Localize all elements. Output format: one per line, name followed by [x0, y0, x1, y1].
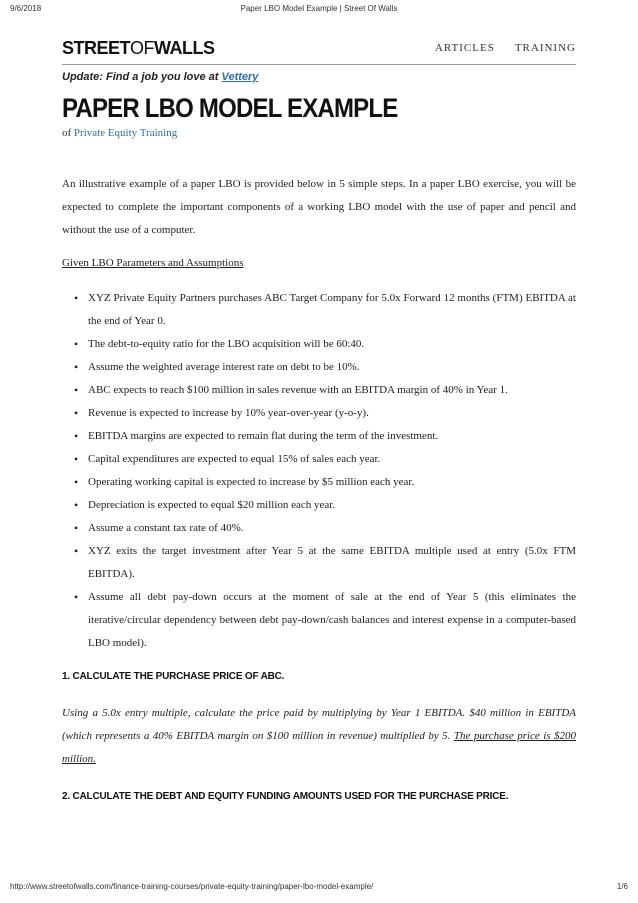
- list-item: • Assume all debt pay-down occurs at the moment of sale at the end of Year 5 (this eliminates the iterative/circular dependency between debt pay-down/cash balances and interest expense in a computer-based LBO model).: [86, 586, 576, 655]
- byline: [62, 127, 177, 139]
- step1-heading: 1. CALCULATE THE PURCHASE PRICE OF ABC.: [62, 671, 285, 682]
- byline-prefix: of: [62, 127, 72, 139]
- intro-paragraph: An illustrative example of a paper LBO is provided below in 5 simple steps. In a paper LBO exercise, you will be expected to complete the important components of a working LBO model with the use of paper and pencil and without the use of a computer.: [62, 178, 576, 236]
- print-title: Paper LBO Model Example | Street Of Walls: [240, 4, 398, 13]
- main-nav: [435, 42, 576, 54]
- nav-training[interactable]: TRAINING: [514, 42, 576, 54]
- site-header: [62, 36, 576, 65]
- list-item: • EBITDA margins are expected to remain flat during the term of the investment.: [86, 425, 576, 448]
- category-link[interactable]: Private Equity Training: [73, 127, 178, 139]
- list-item: • Operating working capital is expected to increase by $5 million each year.: [86, 471, 576, 494]
- list-item: • Assume the weighted average interest rate on debt to be 10%.: [86, 356, 576, 379]
- vettery-link[interactable]: Vettery: [221, 71, 259, 83]
- update-text: Update: Find a job you love at: [62, 71, 219, 83]
- step1-conclusion: The purchase price is $200 million.: [62, 730, 577, 765]
- list-item: • XYZ exits the target investment after Year 5 at the same EBITDA multiple used at entry (5.0x FTM EBITDA).: [86, 540, 576, 586]
- print-url: http://www.streetofwalls.com/finance-training-courses/private-equity-training/paper-lbo-model-example/: [10, 882, 374, 891]
- print-header: [10, 4, 628, 13]
- site-logo[interactable]: STREETOFWALLS: [62, 38, 215, 58]
- list-item: • ABC expects to reach $100 million in sales revenue with an EBITDA margin of 40% in Year 1.: [86, 379, 576, 402]
- page-title: PAPER LBO MODEL EXAMPLE: [62, 94, 398, 124]
- update-banner: [62, 71, 258, 83]
- article-body: [62, 173, 576, 808]
- given-heading: Given LBO Parameters and Assumptions: [62, 257, 244, 269]
- nav-articles[interactable]: ARTICLES: [434, 42, 495, 54]
- list-item: • Revenue is expected to increase by 10% year-over-year (y-o-y).: [86, 402, 576, 425]
- list-item: • XYZ Private Equity Partners purchases ABC Target Company for 5.0x Forward 12 months (FTM) EBITDA at the end of Year 0.: [86, 287, 576, 333]
- step2-heading: 2. CALCULATE THE DEBT AND EQUITY FUNDING AMOUNTS USED FOR THE PURCHASE PRICE.: [62, 791, 509, 802]
- list-item: • Assume a constant tax rate of 40%.: [86, 517, 576, 540]
- list-item: • Capital expenditures are expected to equal 15% of sales each year.: [86, 448, 576, 471]
- print-footer: [10, 882, 628, 891]
- assumptions-list: [62, 287, 576, 655]
- print-page-number: 1/6: [616, 882, 628, 891]
- list-item: • The debt-to-equity ratio for the LBO acquisition will be 60:40.: [86, 333, 576, 356]
- print-date: 9/6/2018: [10, 4, 42, 13]
- list-item: • Depreciation is expected to equal $20 million each year.: [86, 494, 576, 517]
- step1-text: Using a 5.0x entry multiple, calculate the price paid by multiplying by Year 1 EBITDA. $40 million in EBITDA (which represents a 40% EBITDA margin on $100 million in revenue) multiplied by 5. The purchase price is $200 million.: [62, 707, 577, 765]
